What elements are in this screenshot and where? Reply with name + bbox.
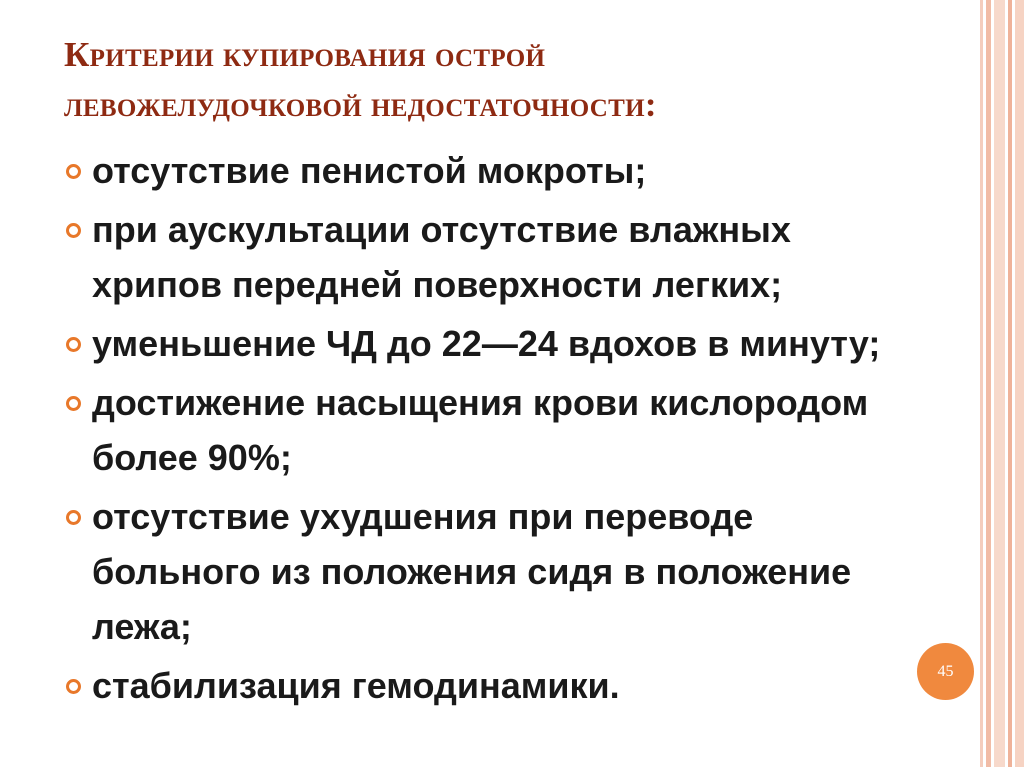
bullet-item: [64, 143, 944, 198]
bullet-text-line: стабилизация гемодинамики.: [92, 665, 620, 706]
stripe: [1008, 0, 1012, 767]
bullet-item: [64, 316, 944, 371]
page-number-badge: 45: [917, 643, 974, 700]
title-line-2: левожелудочковой недостаточности:: [64, 85, 657, 124]
ring-bullet-icon: [66, 337, 81, 352]
bullet-item: [64, 489, 944, 654]
stripe: [986, 0, 991, 767]
ring-bullet-icon: [66, 223, 81, 238]
bullet-list: [64, 143, 944, 717]
title-line-1: Критерии купирования острой: [64, 35, 546, 74]
ring-bullet-icon: [66, 510, 81, 525]
bullet-text-line: уменьшение ЧД до 22—24 вдохов в минуту;: [92, 323, 881, 364]
stripe: [994, 0, 1005, 767]
bullet-item: [64, 658, 944, 713]
ring-bullet-icon: [66, 679, 81, 694]
bullet-text-line: более 90%;: [92, 437, 292, 478]
bullet-item: [64, 202, 944, 312]
stripe: [980, 0, 983, 767]
ring-bullet-icon: [66, 396, 81, 411]
decorative-stripes: [980, 0, 1024, 767]
ring-bullet-icon: [66, 164, 81, 179]
bullet-text-line: достижение насыщения крови кислородом: [92, 382, 869, 423]
bullet-text-line: лежа;: [92, 606, 192, 647]
bullet-item: [64, 375, 944, 485]
bullet-text-line: при аускультации отсутствие влажных: [92, 209, 791, 250]
bullet-text-line: хрипов передней поверхности легких;: [92, 264, 783, 305]
slide-title: [64, 30, 944, 130]
bullet-text-line: отсутствие пенистой мокроты;: [92, 150, 647, 191]
bullet-text-line: больного из положения сидя в положение: [92, 551, 852, 592]
bullet-text-line: отсутствие ухудшения при переводе: [92, 496, 754, 537]
stripe: [1015, 0, 1024, 767]
